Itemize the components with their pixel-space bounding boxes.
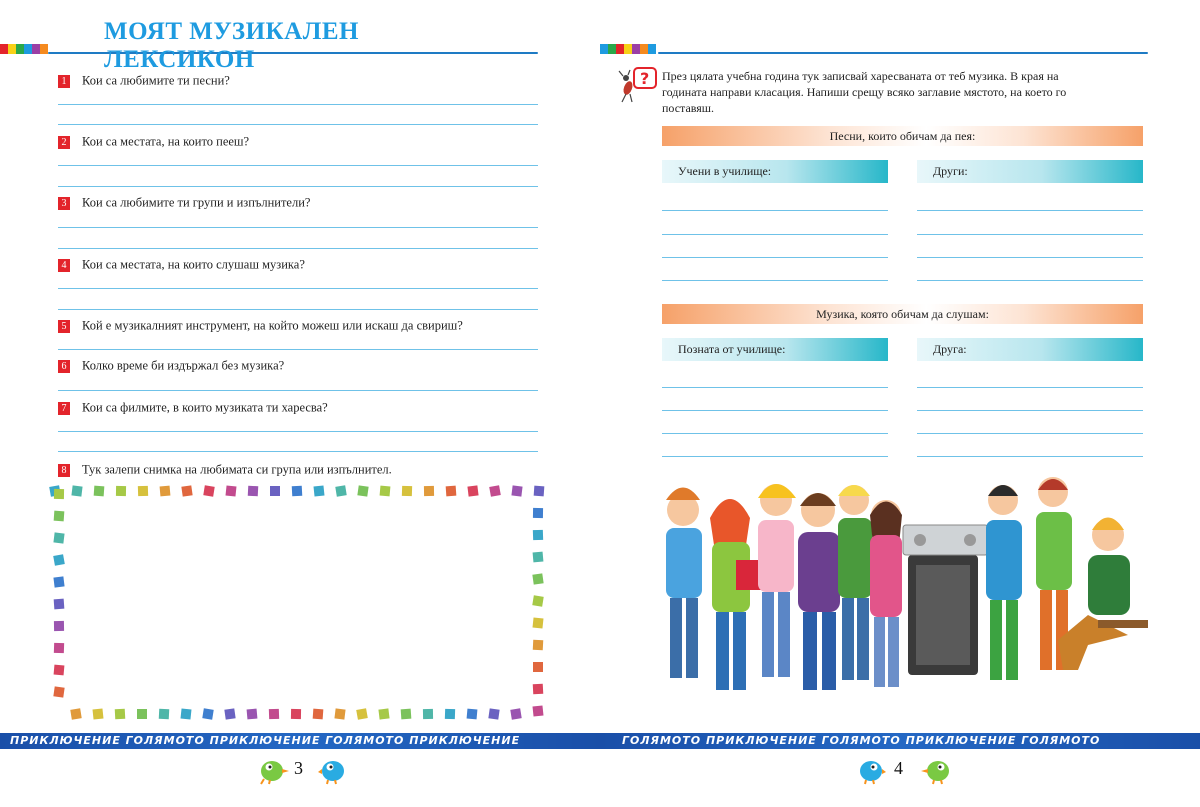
answer-line[interactable] [58,288,538,289]
bird-icon [258,755,290,785]
frame-square [533,706,544,717]
frame-square [181,485,192,496]
banner-text: ГОЛЯМОТО ПРИКЛЮЧЕНИЕ ГОЛЯМОТО ПРИКЛЮЧЕНИЕ ГОЛЯМОТО [622,734,1101,747]
instructions-text: През цялата учебна година тук записвай харесваната от теб музика. В края на годината направи класация. Напиши срещу всяко заглавие мястото, на което го поставяш. [662,69,1067,115]
answer-line[interactable] [58,165,538,166]
color-swatches [0,44,48,54]
question-text: Кой е музикалният инструмент, на който можеш или искаш да свириш? [82,318,463,333]
frame-square [269,709,279,719]
frame-square [159,709,170,720]
section-songs-heading: Песни, които обичам да пея: [662,126,1143,146]
frame-square [93,709,104,720]
question-text: Тук залепи снимка на любимата си група или изпълнител. [82,462,392,477]
frame-square [378,708,389,719]
adventure-banner [600,733,1200,749]
frame-square [335,485,346,496]
question-text: Кои са любимите ти групи и изпълнители? [82,195,311,210]
frame-square [511,485,522,496]
answer-line[interactable] [58,186,538,187]
color-swatches [600,44,656,54]
answer-line[interactable] [662,410,888,411]
answer-line[interactable] [917,433,1143,434]
answer-line[interactable] [917,387,1143,388]
frame-square [356,708,368,720]
frame-square [160,486,171,497]
frame-square [313,709,324,720]
frame-square [533,508,543,518]
question-number: 4 [58,259,70,272]
question-number: 3 [58,197,70,210]
photo-frame[interactable] [50,486,545,721]
frame-square [115,709,126,720]
frame-square [533,662,543,672]
frame-square [533,552,544,563]
frame-square [248,486,259,497]
frame-square [224,708,235,719]
question-6 [58,358,538,374]
question-number: 2 [58,136,70,149]
frame-square [334,708,345,719]
frame-square [94,486,105,497]
frame-square [402,486,412,496]
answer-line[interactable] [917,410,1143,411]
frame-square [71,485,82,496]
frame-square [489,485,501,497]
header-underline [658,52,1148,54]
column-known-from-school: Позната от училище: [662,338,888,361]
frame-square [53,686,64,697]
frame-square [137,709,147,719]
frame-square [467,485,478,496]
bird-icon [920,755,952,785]
frame-square [54,643,64,653]
frame-square [291,709,301,719]
frame-square [292,486,303,497]
section-music-heading: Музика, която обичам да слушам: [662,304,1143,324]
question-number: 7 [58,402,70,415]
answer-line[interactable] [58,248,538,249]
answer-line[interactable] [58,124,538,125]
column-learned-at-school: Учени в училище: [662,160,888,183]
frame-square [54,665,65,676]
frame-square [534,486,545,497]
frame-square [467,709,478,720]
question-text: Кои са филмите, в които музиката ти харесва? [82,400,328,415]
frame-square [270,486,280,496]
answer-line[interactable] [662,387,888,388]
frame-square [53,554,65,566]
frame-square [357,485,368,496]
frame-square [423,709,433,719]
question-number: 1 [58,75,70,88]
frame-square [54,511,65,522]
frame-square [70,708,81,719]
frame-square [314,486,325,497]
question-number: 5 [58,320,70,333]
svg-text:?: ? [640,69,650,88]
column-other: Други: [917,160,1143,183]
answer-line[interactable] [58,451,538,452]
frame-square [247,709,258,720]
page-number: 4 [894,758,903,778]
frame-square [533,530,543,540]
child-figures [666,477,1148,690]
page-title: МОЯТ МУЗИКАЛЕН ЛЕКСИКОН [104,18,359,73]
column-other-music: Друга: [917,338,1143,361]
answer-line[interactable] [662,234,888,235]
answer-line[interactable] [58,104,538,105]
banner-text: ПРИКЛЮЧЕНИЕ ГОЛЯМОТО ПРИКЛЮЧЕНИЕ ГОЛЯМОТО ПРИКЛЮЧЕНИЕ [10,734,521,747]
answer-line[interactable] [917,210,1143,211]
question-number: 6 [58,360,70,373]
question-7 [58,400,538,416]
frame-square [533,684,544,695]
question-text: Кои са любимите ти песни? [82,73,230,88]
frame-square [53,576,64,587]
right-page [600,0,1200,807]
adventure-banner [0,733,600,749]
frame-square [532,573,543,584]
answer-line[interactable] [662,433,888,434]
question-number: 8 [58,464,70,477]
page-number: 3 [294,758,303,778]
bird-icon [856,755,886,785]
frame-square [226,486,237,497]
answer-line[interactable] [58,227,538,228]
question-1 [58,73,538,89]
answer-line[interactable] [662,210,888,211]
frame-square [401,709,412,720]
frame-square [53,532,64,543]
frame-square [424,486,434,496]
frame-square [116,486,126,496]
question-text: Колко време би издържал без музика? [82,358,285,373]
answer-line[interactable] [917,280,1143,281]
frame-square [510,708,521,719]
frame-square [203,485,214,496]
answer-line[interactable] [58,349,538,350]
answer-line[interactable] [917,257,1143,258]
frame-square [446,486,457,497]
question-8 [58,462,538,478]
question-text: Кои са местата, на които слушаш музика? [82,257,305,272]
frame-square [54,599,65,610]
frame-square [202,708,213,719]
frame-square [181,709,192,720]
question-mosquito-icon [618,66,658,106]
frame-square [380,486,391,497]
frame-square [533,640,544,651]
answer-line[interactable] [662,456,888,457]
frame-square [533,618,544,629]
question-4 [58,257,538,273]
answer-line[interactable] [58,431,538,432]
answer-line[interactable] [662,257,888,258]
frame-square [445,709,455,719]
question-text: Кои са местата, на които пееш? [82,134,250,149]
bird-icon [318,755,348,785]
answer-line[interactable] [662,280,888,281]
answer-line[interactable] [917,456,1143,457]
frame-square [532,595,543,606]
frame-square [54,489,64,499]
question-2 [58,134,538,150]
answer-line[interactable] [58,309,538,310]
question-5 [58,318,538,334]
question-3 [58,195,538,211]
frame-square [54,621,64,631]
answer-line[interactable] [58,390,538,391]
answer-line[interactable] [917,234,1143,235]
children-music-illustration [658,470,1158,720]
frame-square [488,708,499,719]
frame-square [138,486,148,496]
